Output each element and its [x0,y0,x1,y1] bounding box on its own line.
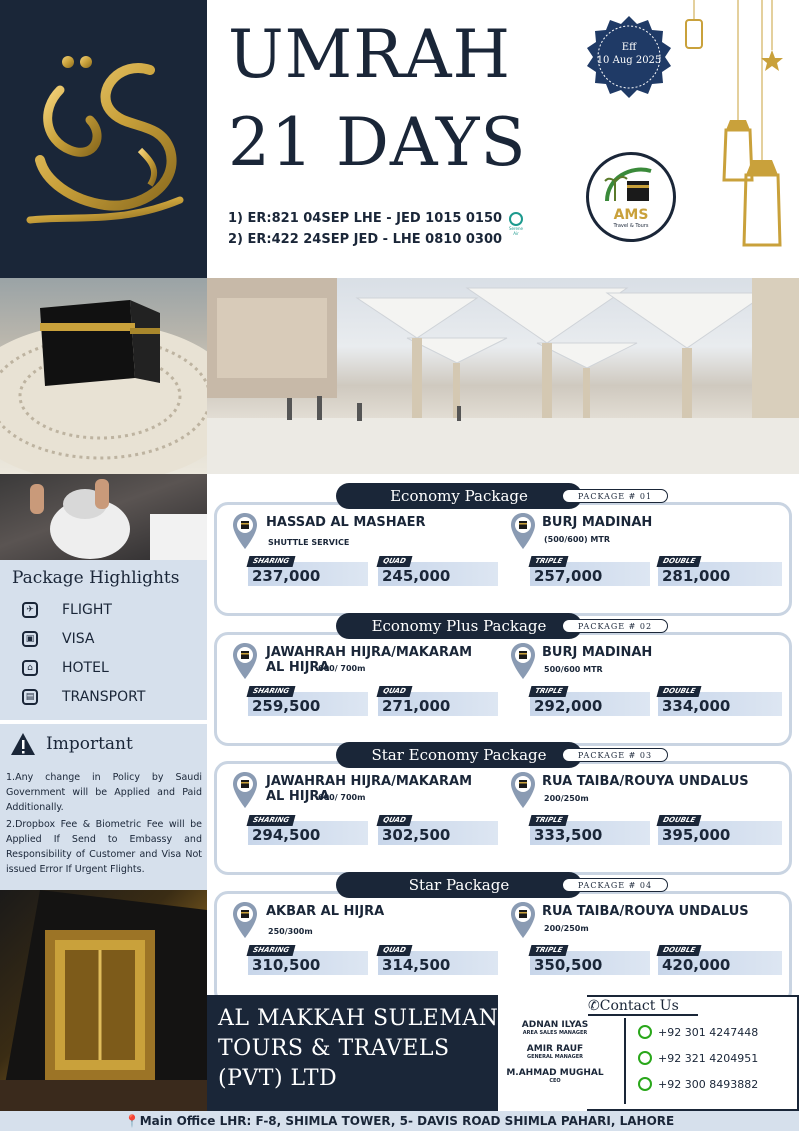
kaaba-photo [0,278,207,474]
madinah-hotel-distance: (500/600) MTR [544,535,610,544]
kaaba-door-photo [0,890,207,1112]
makkah-hotel-name: AKBAR AL HIJRA [266,904,385,919]
price-label: TRIPLE [529,815,569,826]
makkah-hotel-pin-icon [232,901,258,939]
prophets-mosque-photo [207,278,799,474]
package-number: PACKAGE # 03 [562,748,668,762]
airplane-icon: ✈ [22,602,38,618]
price-value: 259,500 [252,697,321,715]
madinah-hotel-pin-icon [510,512,536,550]
makkah-hotel-name: JAWAHRAH HIJRA/MAKARAM AL HIJRA [266,645,473,675]
phone-icon: ✆ [588,998,600,1014]
package-number: PACKAGE # 04 [562,878,668,892]
package-number: PACKAGE # 01 [562,489,668,503]
price-value: 237,000 [252,567,321,585]
important-notes [0,720,207,890]
highlight-visa: ▣ VISA [22,627,94,651]
price-value: 281,000 [662,567,731,585]
serene-air-icon [509,212,523,226]
price-label: DOUBLE [657,945,702,956]
whatsapp-icon [638,1025,652,1039]
phone-number[interactable]: +92 301 4247448 [638,1024,798,1042]
contact-divider [624,1018,626,1104]
makkah-hotel-distance: 600/ 700m [318,793,366,802]
price-label: TRIPLE [529,945,569,956]
package-number: PACKAGE # 02 [562,619,668,633]
madinah-hotel-pin-icon [510,771,536,809]
madinah-hotel-distance: 200/250m [544,924,589,933]
package-highlights [0,560,207,720]
important-note-2: 2.Dropbox Fee & Biometric Fee will be Applied If Send to Embassy and Responsibility of Customer and Visa Not issued Error If Urgent Flights. [6,819,202,875]
price-value: 271,000 [382,697,451,715]
price-value: 302,500 [382,826,451,844]
highlight-hotel: ⌂ HOTEL [22,656,109,680]
highlight-transport: ▤ TRANSPORT [22,685,145,709]
price-label: SHARING [247,686,296,697]
hotel-icon: ⌂ [22,660,38,676]
price-label: SHARING [247,945,296,956]
madinah-hotel-name: BURJ MADINAH [542,645,653,660]
madinah-hotel-distance: 200/250m [544,794,589,803]
price-label: DOUBLE [657,556,702,567]
price-value: 292,000 [534,697,603,715]
warning-icon [10,732,36,756]
makkah-hotel-name: HASSAD AL MASHAER [266,515,426,530]
calligraphy-logo-panel [0,0,207,278]
contact-person: ADNAN ILYAS AREA SALES MANAGER [521,1020,589,1036]
madinah-hotel-name: BURJ MADINAH [542,515,653,530]
company-name: AL MAKKAH SULEMAN TOURS & TRAVELS (PVT) LTD [218,1006,499,1091]
madinah-hotel-distance: 500/600 MTR [544,665,603,674]
bus-icon: ▤ [22,689,38,705]
price-value: 257,000 [534,567,603,585]
important-note-1: 1.Any change in Policy by Saudi Government will be Applied and Paid Additionally. [6,772,202,813]
makkah-hotel-name: JAWAHRAH HIJRA/MAKARAM AL HIJRA [266,774,473,804]
location-pin-icon: 📍 [124,1114,140,1128]
madinah-hotel-pin-icon [510,642,536,680]
highlights-title: Package Highlights [12,568,180,588]
price-label: TRIPLE [529,686,569,697]
phone-number[interactable]: +92 300 8493882 [638,1076,798,1094]
price-value: 350,500 [534,956,603,974]
contact-person: AMIR RAUF GENERAL MANAGER [526,1044,584,1060]
headline-days: 21 DAYS [228,104,527,181]
price-label: QUAD [377,686,413,697]
makkah-hotel-pin-icon [232,771,258,809]
price-label: QUAD [377,556,413,567]
serene-air-logo: Serene Air [506,212,526,236]
price-label: QUAD [377,815,413,826]
makkah-hotel-pin-icon [232,512,258,550]
price-value: 395,000 [662,826,731,844]
madinah-hotel-name: RUA TAIBA/ROUYA UNDALUS [542,774,749,789]
effective-date-badge: Eff 10 Aug 2025 [583,14,675,106]
price-value: 334,000 [662,697,731,715]
flight-return: 2) ER:422 24SEP JED - LHE 0810 0300 [228,232,503,247]
price-label: DOUBLE [657,686,702,697]
passport-icon: ▣ [22,631,38,647]
makkah-hotel-pin-icon [232,642,258,680]
contact-people [500,1020,610,1092]
price-value: 310,500 [252,956,321,974]
office-address: 📍Main Office LHR: F-8, SHIMLA TOWER, 5- DAVIS ROAD SHIMLA PAHARI, LAHORE [0,1111,799,1131]
flight-outbound: 1) ER:821 04SEP LHE - JED 1015 0150 [228,211,503,226]
price-label: DOUBLE [657,815,702,826]
phone-number[interactable]: +92 321 4204951 [638,1050,798,1068]
hanging-lanterns-decoration [680,0,799,270]
ams-agency-logo: AMS Travel & Tours [586,152,676,242]
makkah-hotel-distance: SHUTTLE SERVICE [268,538,350,547]
price-label: QUAD [377,945,413,956]
contact-person: M.AHMAD MUGHAL CEO [506,1068,604,1084]
price-label: SHARING [247,556,296,567]
package-title: Economy Plus Package [336,613,582,639]
price-value: 294,500 [252,826,321,844]
price-value: 420,000 [662,956,731,974]
umrah-calligraphy-icon [0,0,207,278]
package-title: Economy Package [336,483,582,509]
makkah-hotel-distance: 250/300m [268,927,313,936]
price-label: TRIPLE [529,556,569,567]
price-label: SHARING [247,815,296,826]
whatsapp-icon [638,1051,652,1065]
price-value: 333,500 [534,826,603,844]
contact-title: ✆Contact Us [588,998,698,1016]
important-title: Important [46,734,133,754]
prayer-photo [0,474,207,560]
price-value: 314,500 [382,956,451,974]
madinah-hotel-name: RUA TAIBA/ROUYA UNDALUS [542,904,749,919]
kaaba-palm-icon [601,163,663,207]
price-value: 245,000 [382,567,451,585]
package-title: Star Package [336,872,582,898]
headline-umrah: UMRAH [228,16,512,93]
highlight-flight: ✈ FLIGHT [22,598,112,622]
madinah-hotel-pin-icon [510,901,536,939]
package-title: Star Economy Package [336,742,582,768]
whatsapp-icon [638,1077,652,1091]
makkah-hotel-distance: 600/ 700m [318,664,366,673]
